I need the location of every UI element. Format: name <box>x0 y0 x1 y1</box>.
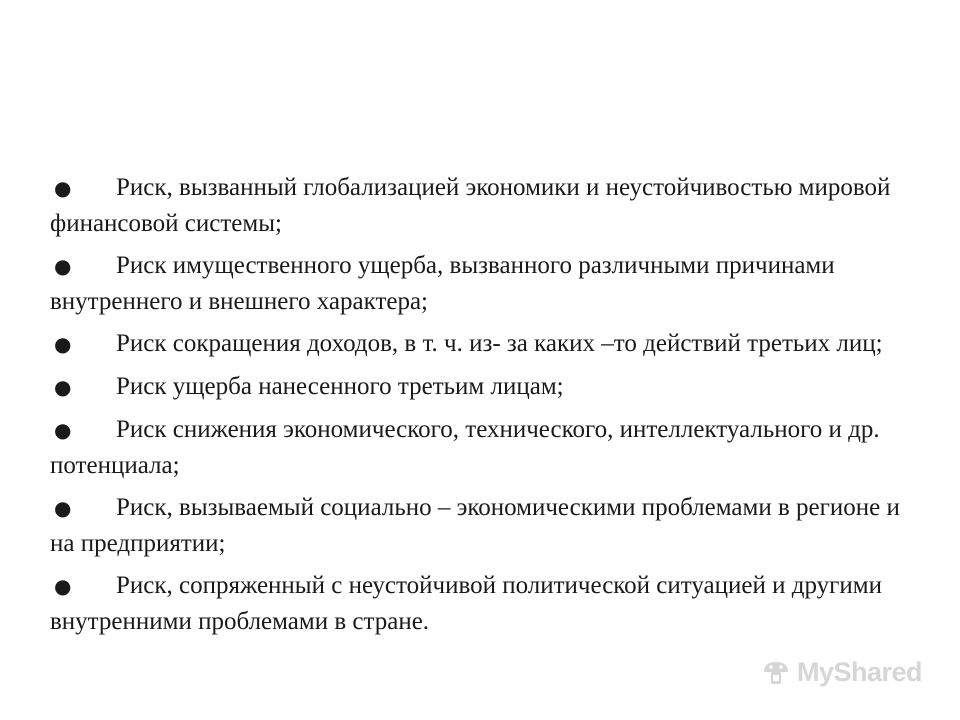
list-item-text: Риск, сопряженный с неустойчивой политической ситуацией и другими внутренними проблемами в стране. <box>50 572 882 635</box>
list-item-text: Риск, вызываемый социально – экономическими проблемами в регионе и на предприятии; <box>50 494 900 557</box>
bullet-icon: ● <box>54 176 72 200</box>
bullet-icon: ● <box>54 574 72 598</box>
bullet-icon: ● <box>54 332 72 356</box>
mushroom-logo-icon <box>761 658 791 688</box>
list-item <box>50 170 930 241</box>
list-item-text: Риск ущерба нанесенного третьим лицам; <box>116 373 564 400</box>
bullet-icon: ● <box>54 496 72 520</box>
list-item <box>50 568 930 639</box>
watermark-brand: MyShared <box>796 657 922 687</box>
list-item-text: Риск, вызванный глобализацией экономики и неустойчивостью мировой финансовой системы; <box>50 174 891 237</box>
bullet-icon: ● <box>54 254 72 278</box>
list-item-text: Риск снижения экономического, технического, интеллектуального и др. потенциала; <box>50 416 880 479</box>
list-item-text: Риск сокращения доходов, в т. ч. из- за каких –то действий третьих лиц; <box>116 330 883 357</box>
list-item <box>50 412 930 483</box>
list-item <box>50 369 930 405</box>
bullet-list <box>50 170 930 646</box>
list-item <box>50 248 930 319</box>
bullet-icon: ● <box>54 375 72 399</box>
list-item <box>50 490 930 561</box>
watermark <box>761 657 922 688</box>
bullet-icon: ● <box>54 418 72 442</box>
list-item-text: Риск имущественного ущерба, вызванного различными причинами внутреннего и внешнего характера; <box>50 252 835 315</box>
list-item <box>50 326 930 362</box>
